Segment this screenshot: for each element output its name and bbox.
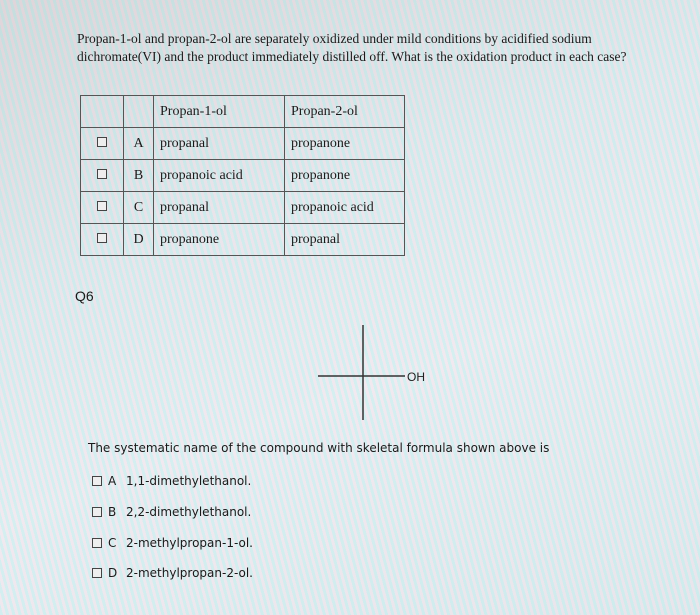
option-col2: propanone <box>285 128 405 160</box>
option-letter: A <box>124 128 154 160</box>
option-col1: propanone <box>154 224 285 256</box>
option-letter: D <box>108 566 118 580</box>
option-text: 2,2-dimethylethanol. <box>126 505 252 519</box>
checkbox-b[interactable] <box>97 169 107 179</box>
table-row <box>81 128 405 160</box>
option-letter: C <box>108 536 117 550</box>
table-row <box>81 160 405 192</box>
table-header-row <box>81 96 405 128</box>
checkbox-c[interactable] <box>97 201 107 211</box>
skeletal-formula <box>300 325 450 425</box>
option-letter: C <box>124 192 154 224</box>
table-row <box>81 224 405 256</box>
checkbox-a[interactable] <box>92 476 102 486</box>
q6-option-d[interactable] <box>92 566 253 580</box>
q6-label: Q6 <box>75 288 94 304</box>
q6-question-text: The systematic name of the compound with skeletal formula shown above is <box>88 441 550 455</box>
option-col1: propanal <box>154 192 285 224</box>
q5-question-text: Propan-1-ol and propan-2-ol are separately oxidized under mild conditions by acidified sodium dichromate(VI) and the product immediately distilled off. What is the oxidation product in each case? <box>77 31 627 64</box>
option-text: 1,1-dimethylethanol. <box>126 474 252 488</box>
header-propan-1-ol: Propan-1-ol <box>154 96 285 128</box>
q6-option-c[interactable] <box>92 536 253 550</box>
oh-label: OH <box>407 370 425 384</box>
checkbox-d[interactable] <box>97 233 107 243</box>
option-letter: B <box>108 505 117 519</box>
checkbox-c[interactable] <box>92 538 102 548</box>
header-propan-2-ol: Propan-2-ol <box>285 96 405 128</box>
q6-option-a[interactable] <box>92 474 251 488</box>
option-letter: D <box>124 224 154 256</box>
checkbox-d[interactable] <box>92 568 102 578</box>
option-text: 2-methylpropan-1-ol. <box>126 536 253 550</box>
option-text: 2-methylpropan-2-ol. <box>126 566 253 580</box>
checkbox-b[interactable] <box>92 507 102 517</box>
q5-options-table <box>80 95 405 256</box>
option-col1: propanal <box>154 128 285 160</box>
checkbox-a[interactable] <box>97 137 107 147</box>
option-col2: propanal <box>285 224 405 256</box>
option-letter: A <box>108 474 117 488</box>
q6-option-b[interactable] <box>92 505 251 519</box>
option-letter: B <box>124 160 154 192</box>
option-col1: propanoic acid <box>154 160 285 192</box>
option-col2: propanone <box>285 160 405 192</box>
table-row <box>81 192 405 224</box>
option-col2: propanoic acid <box>285 192 405 224</box>
